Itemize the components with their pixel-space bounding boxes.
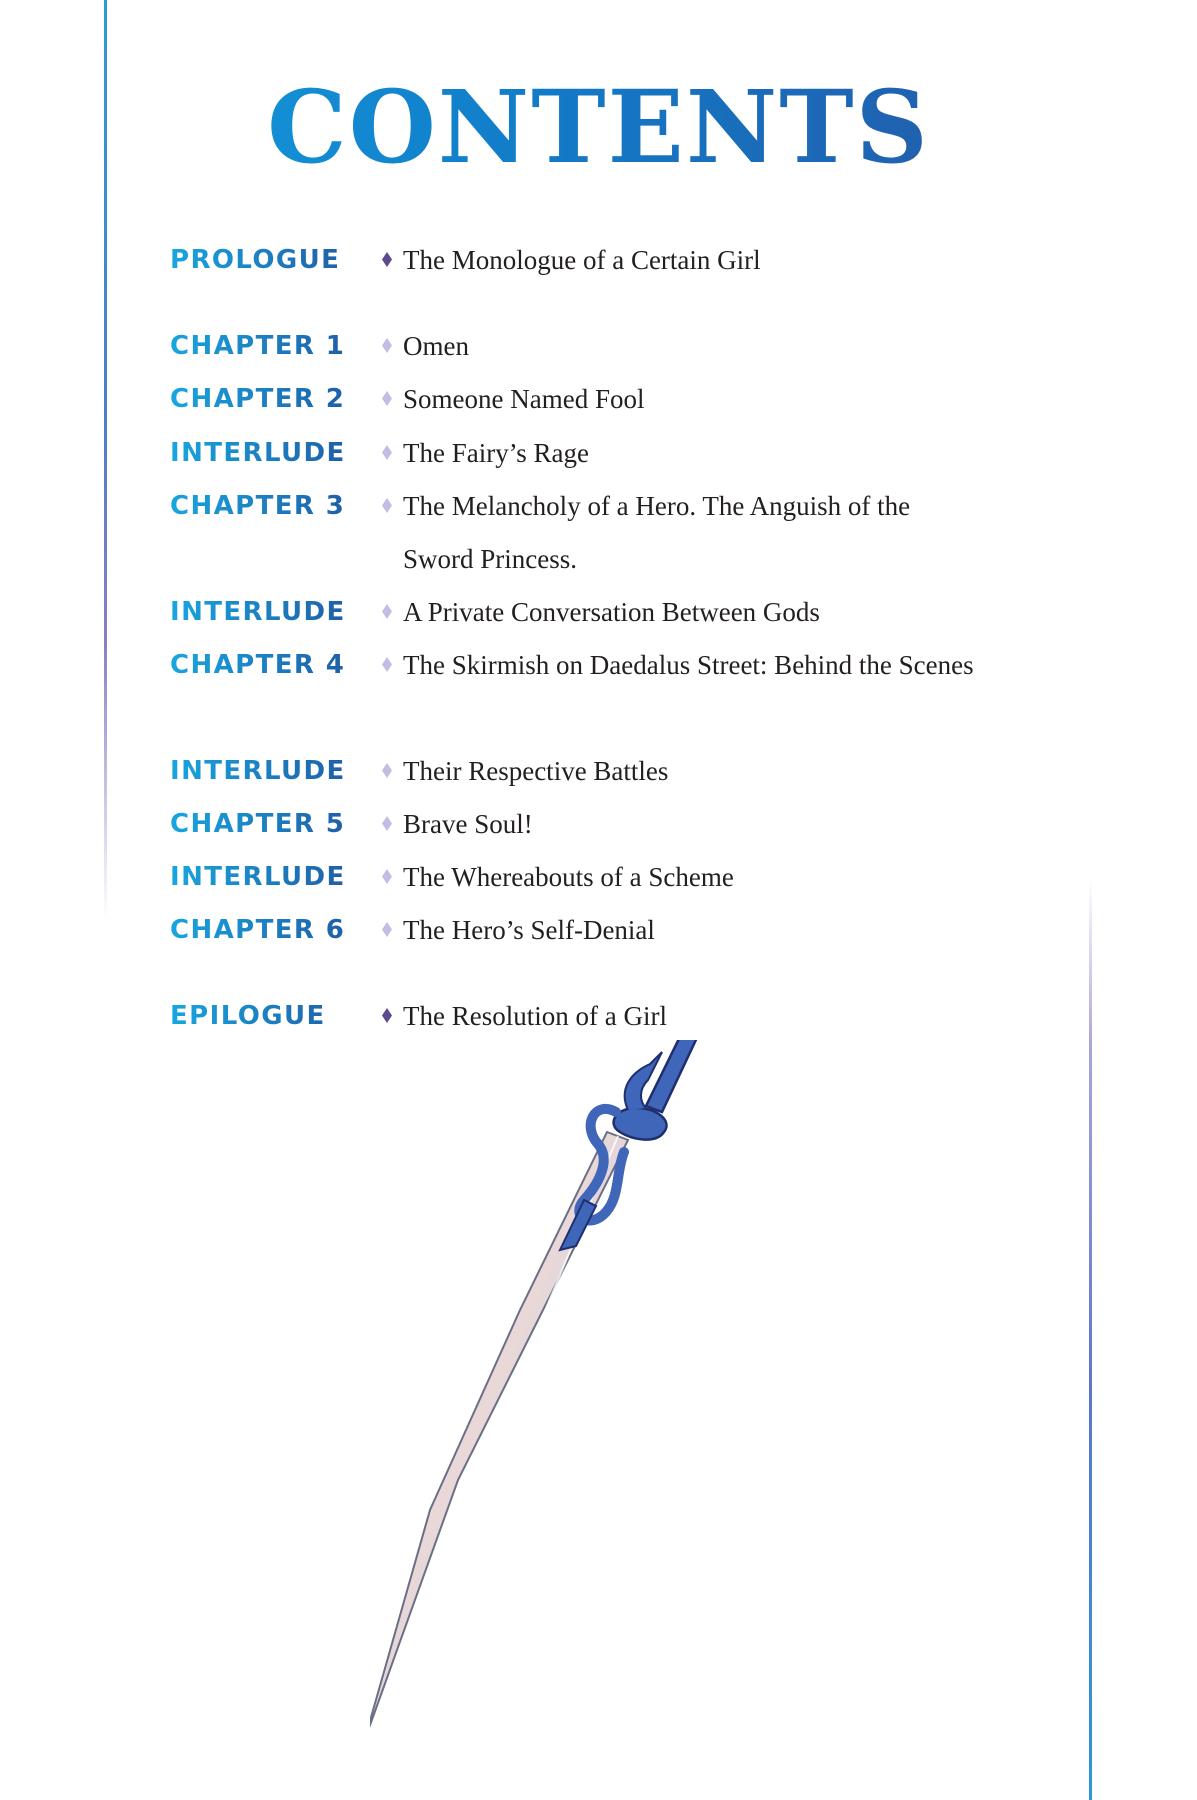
toc-title: The Skirmish on Daedalus Street: Behind the Scenes [403,650,974,680]
toc-label: CHAPTER 5 [170,798,345,850]
diamond-light-icon [382,391,392,406]
toc-label: CHAPTER 1 [170,320,345,372]
toc-title: The Fairy’s Rage [403,438,589,468]
toc-title: Brave Soul! [403,809,533,839]
toc-label: CHAPTER 2 [170,373,345,425]
diamond-dark-icon [382,252,392,267]
toc-label: EPILOGUE [170,990,345,1042]
diamond-light-icon [382,338,392,353]
toc-title: Omen [403,331,469,361]
toc-title: The Hero’s Self-Denial [403,915,655,945]
toc-label: INTERLUDE [170,427,345,479]
toc-title: The Melancholy of a Hero. The Anguish of the Sword Princess. [403,491,911,574]
diamond-light-icon [382,445,392,460]
toc-title: Someone Named Fool [403,384,645,414]
toc-title: Their Respective Battles [403,756,669,786]
diamond-dark-icon [382,1008,392,1023]
diamond-light-icon [382,604,392,619]
toc-label: CHAPTER 3 [170,480,345,532]
toc-label: INTERLUDE [170,745,345,797]
sword-illustration [370,1040,830,1760]
toc-label: INTERLUDE [170,851,345,903]
page-title: CONTENTS [0,68,1197,186]
toc-title: The Monologue of a Certain Girl [403,245,761,275]
diamond-light-icon [382,498,392,513]
diamond-light-icon [382,922,392,937]
toc-title: The Resolution of a Girl [403,1001,667,1031]
sword-grip [646,1040,710,1112]
toc-label: PROLOGUE [170,234,345,286]
toc-label: INTERLUDE [170,586,345,638]
diamond-light-icon [382,869,392,884]
toc-label: CHAPTER 6 [170,904,345,956]
diamond-light-icon [382,657,392,672]
toc-label: CHAPTER 4 [170,639,345,691]
toc-entry-chapter-3[interactable] [0,480,1197,584]
toc-title: The Whereabouts of a Scheme [403,862,734,892]
toc-entry-chapter-4[interactable] [0,639,1197,743]
diamond-light-icon [382,816,392,831]
toc-title: A Private Conversation Between Gods [403,597,820,627]
diamond-light-icon [382,763,392,778]
sword-guard [614,1108,667,1140]
